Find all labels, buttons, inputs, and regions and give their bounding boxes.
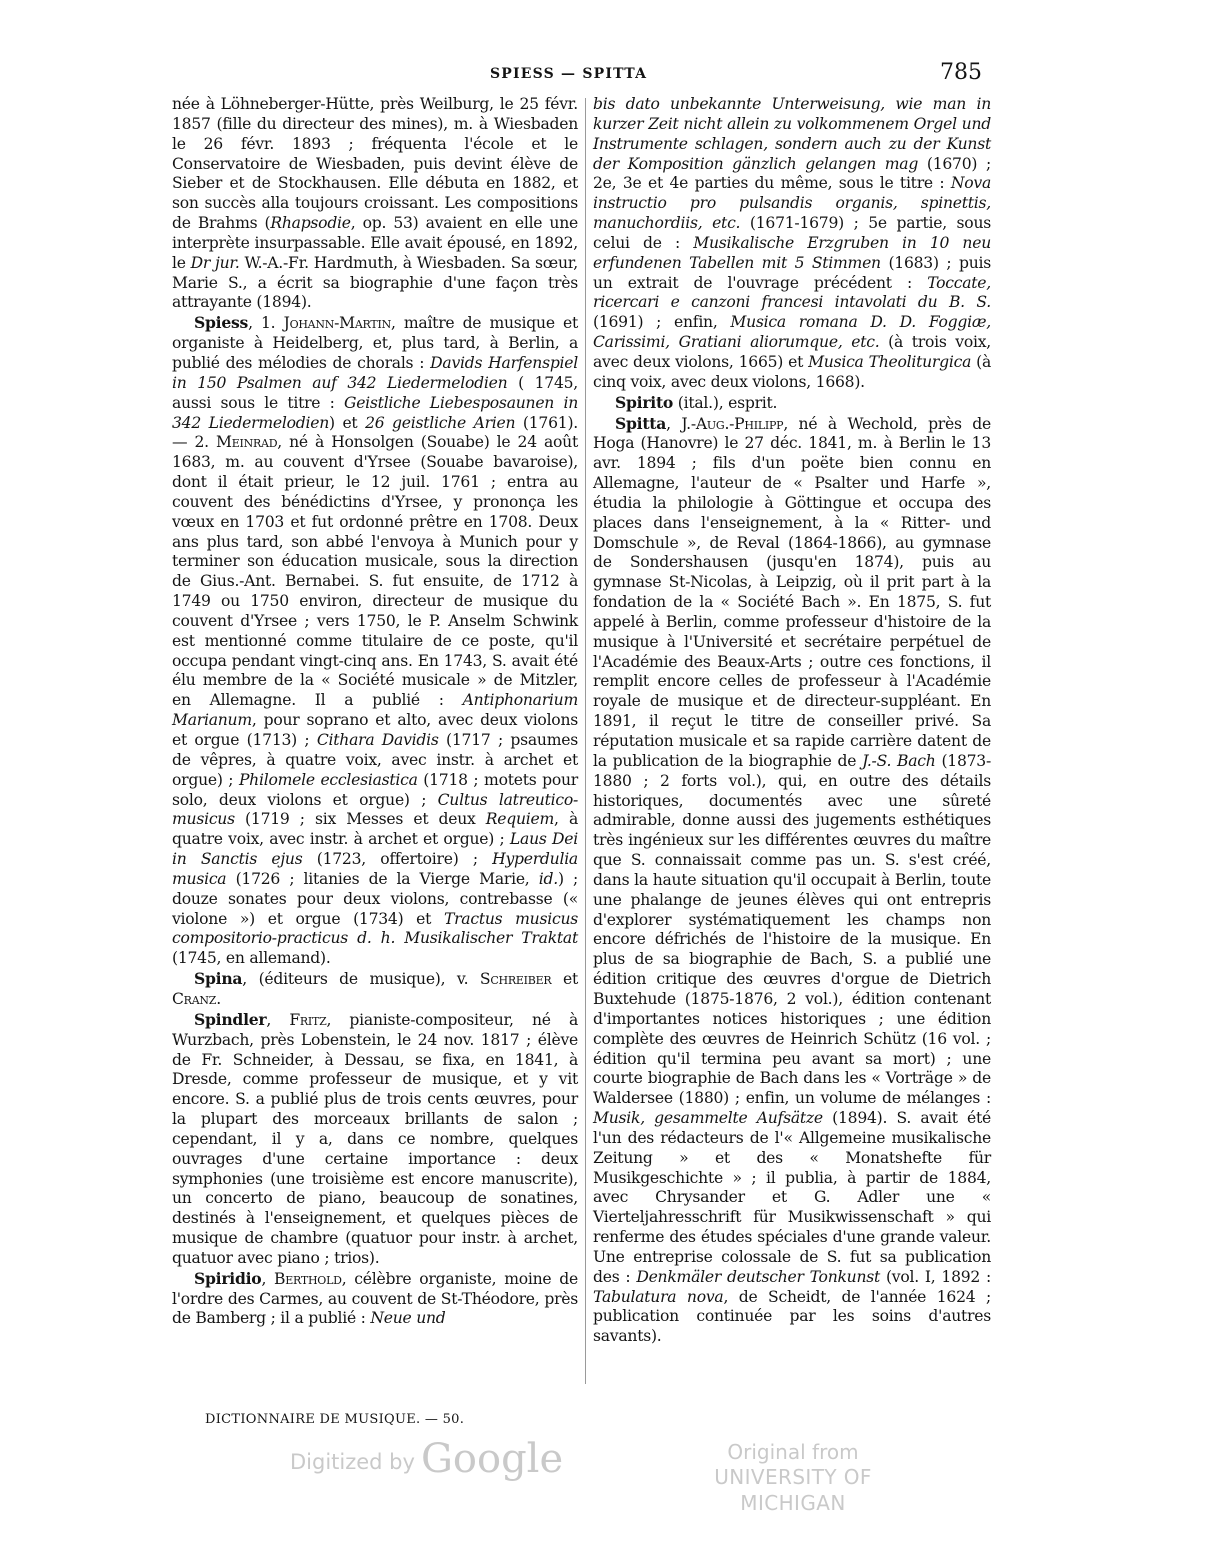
headword: Spiridio: [194, 1268, 262, 1288]
running-header: [0, 60, 1207, 90]
headword: Spitta: [615, 413, 667, 433]
header-title: SPIESS — SPITTA: [490, 66, 648, 82]
entry-spiridio-continuation: bis dato unbekannte Unterweisung, wie man in kurzer Zeit nicht allein zu volkommenem Orgel und Instrumente schlagen, sondern auch zu der Kunst der Komposition gänzlich gelangen mag (1670) ; 2e, 3e et 4e parties du même, sous le titre : Nova instructio pro pulsandis organis, spinettis, manuchordiis, etc. (1671-1679) ; 5e partie, sous celui de : Musikalische Erzgruben in 10 neu erfundenen Tabellen mit 5 Stimmen (1683) ; puis un extrait de l'ouvrage précédent : Toccate, ricercari e canzoni francesi intavolati du B. S. (1691) ; enfin, Musica romana D. D. Foggiæ, Carissimi, Gratiani aliorumque, etc. (à trois voix, avec deux violons, 1665) et Musica Theoliturgica (à cinq voix, avec deux violons, 1668).: [593, 95, 991, 391]
headword: Spiess: [194, 313, 249, 333]
left-column: [172, 95, 578, 1329]
google-logo: Google: [420, 1436, 564, 1482]
headword: Spina: [194, 969, 243, 989]
headword: Spindler: [194, 1009, 267, 1029]
right-column: [593, 95, 991, 1347]
entry-spina: Spina, (éditeurs de musique), v. Schreiber et Cranz.: [172, 969, 578, 1008]
entry-continuation: née à Löhneberger-Hütte, près Weilburg, le 25 févr. 1857 (fille du directeur des mines), m. à Wiesbaden le 26 févr. 1893 ; fréquenta l'école et le Conservatoire de Wiesbaden, puis devint élève de Sieber et de Stockhausen. Elle débuta en 1882, et son succès alla toujours croissant. Les compositions de Brahms (Rhapsodie, op. 53) avaient en elle une interprète insurpassable. Elle avait épousé, en 1892, le Dr jur. W.-A.-Fr. Hardmuth, à Wiesbaden. Sa sœur, Marie S., a écrit sa biographie d'une façon très attrayante (1894).: [172, 95, 578, 312]
entry-spindler: Spindler, Fritz, pianiste-compositeur, né à Wurzbach, près Lobenstein, le 24 nov. 1817 ; élève de Fr. Schneider, à Dessau, se fixa, en 1841, à Dresde, comme professeur de musique, et y vit encore. S. a publié plus de trois cents œuvres, pour la plupart des morceaux brillants de salon ; cependant, il y a, dans ce nombre, quelques ouvrages d'une certaine importance : deux symphonies (une troisième est encore manuscrite), un concerto de piano, beaucoup de sonatines, destinés à l'enseignement, et quelques pièces de musique de chambre (quatuor pour instr. à archet, quatuor avec piano ; trios).: [172, 1009, 578, 1267]
entry-spiess: Spiess, 1. Johann-Martin, maître de musique et organiste à Heidelberg, et, plus tard, à Berlin, a publié des mélodies de chorals : Davids Harfenspiel in 150 Psalmen auf 342 Liedermelodien ( 1745, aussi sous le titre : Geistliche Liebesposaunen in 342 Liedermelodien) et 26 geistliche Arien (1761). — 2. Meinrad, né à Honsolgen (Souabe) le 24 août 1683, m. au couvent d'Yrsee (Souabe bavaroise), dont il était prieur, le 12 juil. 1761 ; entra au couvent des bénédictins d'Yrsee, y prononça les vœux en 1703 et fut ordonné prêtre en 1708. Deux ans plus tard, son abbé l'envoya à Munich pour y terminer son éducation musicale, sous la direction de Gius.-Ant. Bernabei. S. fut ensuite, de 1712 à 1749 ou 1750 environ, directeur de musique du couvent d'Yrsee ; vers 1750, le P. Anselm Schwink est mentionné comme titulaire de ce poste, qu'il occupa pendant vingt-cinq ans. En 1743, S. avait été élu membre de la « Société musicale » de Mitzler, en Allemagne. Il a publié : Antiphonarium Marianum, pour soprano et alto, avec deux violons et orgue (1713) ; Cithara Davidis (1717 ; psaumes de vêpres, à quatre voix, avec instr. à archet et orgue) ; Philomele ecclesiastica (1718 ; motets pour solo, deux violons et orgue) ; Cultus latreutico-musicus (1719 ; six Messes et deux Requiem, à quatre voix, avec instr. à archet et orgue) ; Laus Dei in Sanctis ejus (1723, offertoire) ; Hyperdulia musica (1726 ; litanies de la Vierge Marie, id.) ; douze sonates pour deux violons, contrebasse (« violone ») et orgue (1734) et Tractus musicus compositorio-practicus d. h. Musikalischer Traktat (1745, en allemand).: [172, 313, 579, 968]
digitized-by-google-watermark: Digitized by Google: [290, 1436, 564, 1482]
page-number: 785: [940, 60, 982, 85]
headword: Spirito: [615, 392, 674, 412]
entry-spitta: Spitta, J.-Aug.-Philipp, né à Wechold, près de Hoga (Hanovre) le 27 déc. 1841, m. à Berlin le 13 avr. 1894 ; fils d'un poëte bien connu en Allemagne, l'auteur de « Psalter und Harfe », étudia la philologie à Göttingue et occupa des places dans l'enseignement, à la « Ritter- und Domschule », de Reval (1864-1866), au gymnase de Sondershausen (jusqu'en 1874), puis au gymnase St-Nicolas, à Leipzig, où il prit part à la fondation de la « Société Bach ». En 1875, S. fut appelé à Berlin, comme professeur d'histoire de la musique à l'Université et secrétaire perpétuel de l'Académie des Beaux-Arts ; outre ces fonctions, il remplit encore celles de professeur à l'Académie royale de musique et de directeur-suppléant. En 1891, il reçut le titre de conseiller privé. Sa réputation musicale et sa rapide carrière datent de la publication de la biographie de J.-S. Bach (1873-1880 ; 2 forts vol.), qui, en outre des détails historiques, documentés avec une sûreté admirable, donne aussi des jugements esthétiques très ingénieux sur les différentes œuvres du maître que S. connaissait comme pas un. S. s'est créé, dans la haute situation qu'il occupait à Berlin, toute une phalange de jeunes élèves qui ont entrepris d'explorer systématiquement les champs non encore défrichés de l'histoire de la musique. En plus de sa biographie de Bach, S. a publié une édition critique des œuvres d'orgue de Dietrich Buxtehude (1875-1876, 2 vol.), édition contenant d'importantes notices historiques ; une édition complète des œuvres de Heinrich Schütz (16 vol. ; édition qu'il termina peu avant sa mort) ; une courte biographie de Bach dans les « Vorträge » de Waldersee (1880) ; enfin, un volume de mélanges : Musik, gesammelte Aufsätze (1894). S. avait été l'un des rédacteurs de l'« Allgemeine musikalische Zeitung » et des « Monatshefte für Musikgeschichte » ; il publia, à partir de 1884, avec Chrysander et G. Adler une « Vierteljahresschrift für Musikwissenschaft » qui renferme des études spéciales d'une grande valeur. Une entreprise colossale de S. fut sa publication des : Denkmäler deutscher Tonkunst (vol. I, 1892 : Tabulatura nova, de Scheidt, de l'année 1624 ; publication continuée par les soins d'autres savants).: [593, 413, 992, 1346]
entry-spiridio: Spiridio, Berthold, célèbre organiste, moine de l'ordre des Carmes, au couvent de St-Théodore, près de Bamberg ; il a publié : Neue und: [172, 1268, 578, 1328]
column-divider: [585, 98, 586, 1384]
entry-spirito: Spirito (ital.), esprit.: [615, 392, 778, 412]
university-watermark: Original from UNIVERSITY OF MICHIGAN: [714, 1440, 872, 1515]
printer-signature: DICTIONNAIRE DE MUSIQUE. — 50.: [205, 1412, 465, 1427]
